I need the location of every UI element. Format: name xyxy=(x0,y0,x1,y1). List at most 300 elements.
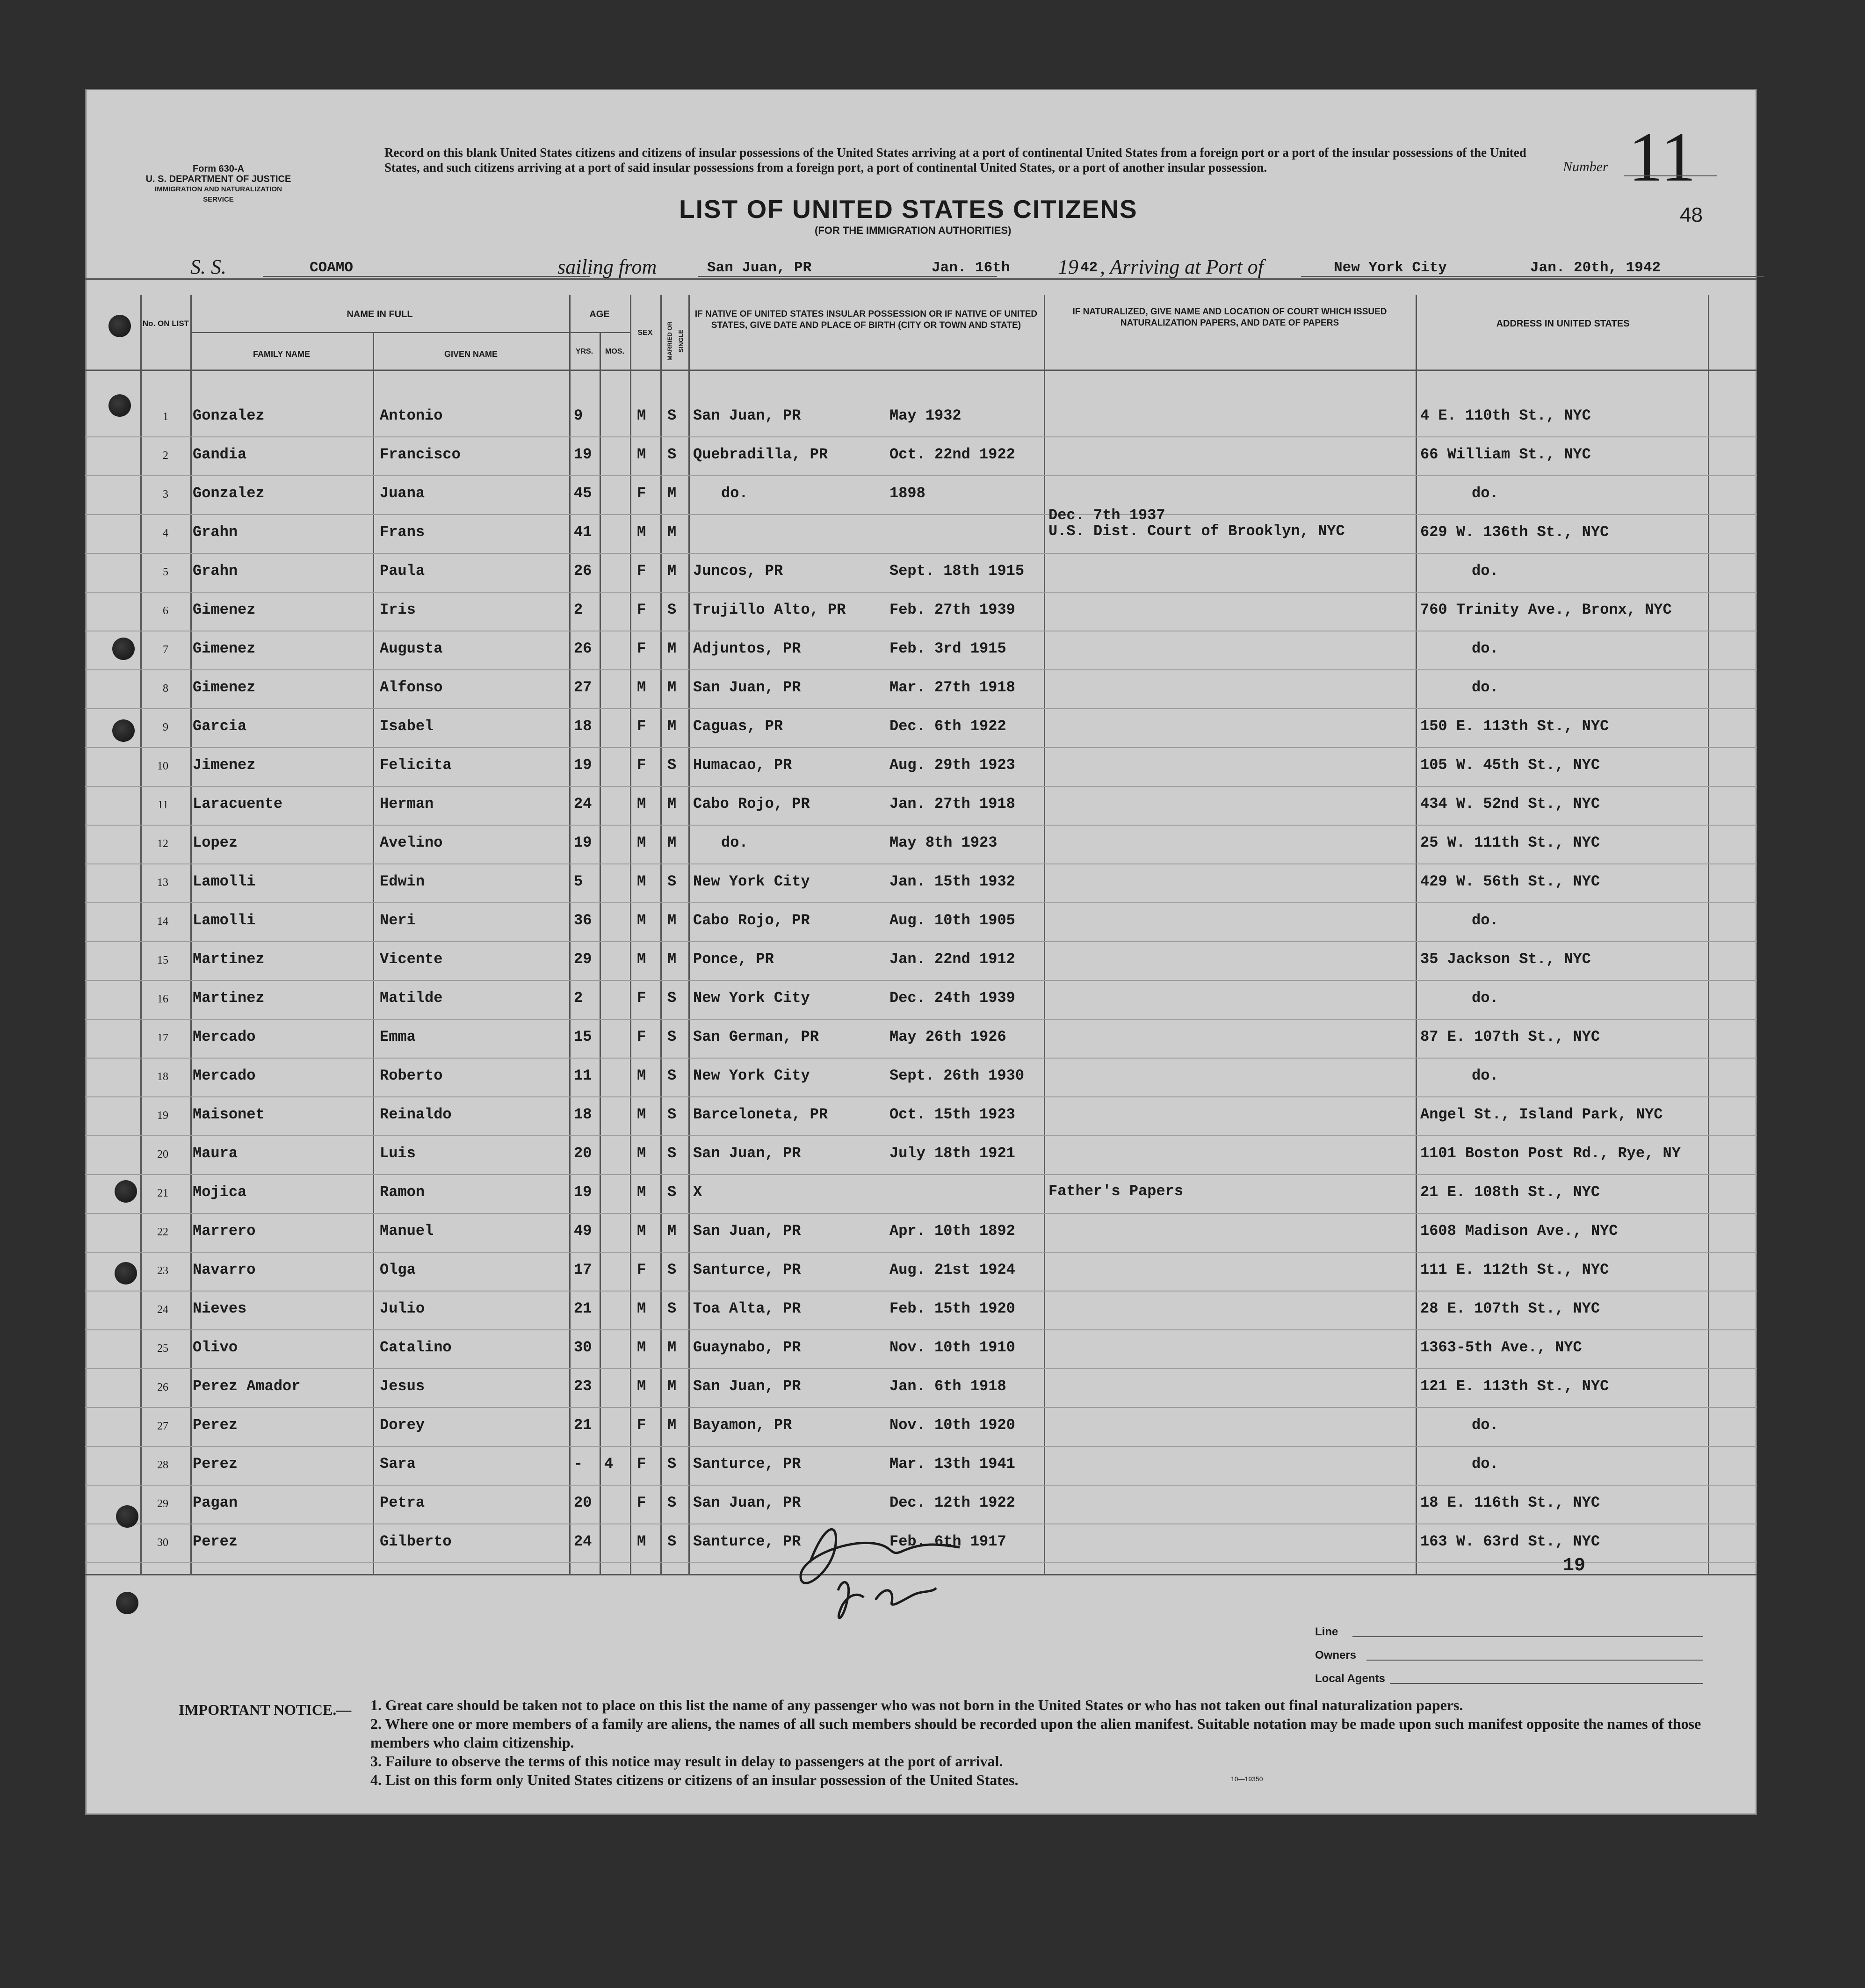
marital-status: M xyxy=(667,1378,677,1395)
marital-status: M xyxy=(667,1339,677,1356)
birth-date: Jan. 22nd 1912 xyxy=(889,950,1015,968)
birth-place: San Juan, PR xyxy=(693,679,801,696)
col-header-naturalized: IF NATURALIZED, GIVE NAME AND LOCATION OF COURT WHICH ISSUED NATURALIZATION PAPERS, AND DATE OF PAPERS xyxy=(1072,307,1387,328)
marital-status: S xyxy=(667,1494,677,1511)
punch-hole xyxy=(116,1592,138,1614)
birth-place: Ponce, PR xyxy=(693,950,774,968)
page-number: 48 xyxy=(1680,203,1703,226)
birth-place: Cabo Rojo, PR xyxy=(693,912,810,929)
birth-date: Oct. 22nd 1922 xyxy=(889,446,1015,463)
given-name: Luis xyxy=(380,1145,416,1162)
instructions: Record on this blank United States citizens and citizens of insular possessions of the United States arriving at a port of continental United States from a foreign port or a port of the insular possessions of the United States, and such citizens arriving at a port of said insular possessions from a foreign port, a port of continental United States, or a port of another insular possession. xyxy=(384,145,1526,174)
birth-date: Feb. 27th 1939 xyxy=(889,601,1015,618)
sex: M xyxy=(637,446,646,463)
us-address: 4 E. 110th St., NYC xyxy=(1420,407,1591,424)
marital-status: S xyxy=(667,446,677,463)
us-address: 434 W. 52nd St., NYC xyxy=(1420,795,1600,813)
us-address: Angel St., Island Park, NYC xyxy=(1420,1106,1663,1123)
birth-date: Jan. 6th 1918 xyxy=(889,1378,1006,1395)
row-rule xyxy=(85,708,1757,709)
given-name: Antonio xyxy=(380,407,443,424)
marital-status: S xyxy=(667,1533,677,1550)
birth-date: Aug. 10th 1905 xyxy=(889,912,1015,929)
family-name: Marrero xyxy=(193,1222,256,1240)
sex: M xyxy=(637,1145,646,1162)
marital-status: S xyxy=(667,1455,677,1473)
birth-place: Santurce, PR xyxy=(693,1455,801,1473)
row-rule xyxy=(85,941,1757,942)
row-rule xyxy=(85,863,1757,864)
birth-date: Feb. 3rd 1915 xyxy=(889,640,1006,657)
given-name: Gilberto xyxy=(380,1533,452,1550)
notice-item-4: 4. List on this form only United States citizens or citizens of an insular possession of the United States. xyxy=(370,1771,1019,1788)
row-number: 11 xyxy=(157,799,168,811)
family-name: Perez Amador xyxy=(193,1378,301,1395)
birth-place: New York City xyxy=(693,873,810,890)
given-name: Manuel xyxy=(380,1222,434,1240)
family-name: Maura xyxy=(193,1145,238,1162)
sex: M xyxy=(637,407,646,424)
row-number: 9 xyxy=(163,721,168,733)
birth-date: Nov. 10th 1910 xyxy=(889,1339,1015,1356)
age-years: 41 xyxy=(574,523,592,541)
us-address: 1101 Boston Post Rd., Rye, NY xyxy=(1420,1145,1681,1162)
us-address: 760 Trinity Ave., Bronx, NYC xyxy=(1420,601,1672,618)
marital-status: S xyxy=(667,1261,677,1278)
sex: F xyxy=(637,1455,646,1473)
row-number: 4 xyxy=(163,527,168,539)
birth-place: San Juan, PR xyxy=(693,1145,801,1162)
us-address: 150 E. 113th St., NYC xyxy=(1420,718,1609,735)
sex: M xyxy=(637,1378,646,1395)
row-rule xyxy=(85,1368,1757,1369)
marital-status: M xyxy=(667,1416,677,1434)
service: IMMIGRATION AND NATURALIZATION SERVICE xyxy=(155,185,282,203)
col-divider-address xyxy=(1416,295,1417,1574)
row-number: 22 xyxy=(157,1226,168,1238)
us-address: do. xyxy=(1472,485,1499,502)
row-number: 12 xyxy=(157,838,168,850)
notice-list xyxy=(370,1696,1708,1789)
given-name: Vicente xyxy=(380,950,443,968)
marital-status: S xyxy=(667,873,677,890)
age-years: 26 xyxy=(574,640,592,657)
age-years: 19 xyxy=(574,1183,592,1201)
given-name: Augusta xyxy=(380,640,443,657)
birth-date: May 8th 1923 xyxy=(889,834,998,851)
sailing-label: sailing from xyxy=(557,255,657,278)
row-rule xyxy=(85,980,1757,981)
birth-place: Barceloneta, PR xyxy=(693,1106,828,1123)
punch-hole xyxy=(108,315,131,337)
given-name: Juana xyxy=(380,485,425,502)
birth-date: Sept. 26th 1930 xyxy=(889,1067,1025,1084)
age-years: 21 xyxy=(574,1300,592,1317)
age-years: - xyxy=(574,1455,583,1473)
birth-date: May 26th 1926 xyxy=(889,1028,1006,1045)
signature-mark xyxy=(782,1506,1044,1637)
birth-place: Guaynabo, PR xyxy=(693,1339,801,1356)
marital-status: M xyxy=(667,912,677,929)
sex: M xyxy=(637,1106,646,1123)
sex: F xyxy=(637,601,646,618)
punch-hole xyxy=(116,1505,138,1528)
print-code: 10—19350 xyxy=(1231,1775,1263,1783)
col-divider-naturalized xyxy=(1044,295,1045,1574)
sex: M xyxy=(637,1183,646,1201)
family-name: Martinez xyxy=(193,989,265,1007)
row-rule xyxy=(85,1485,1757,1486)
row-number: 6 xyxy=(163,605,168,617)
marital-status: M xyxy=(667,795,677,813)
given-name: Dorey xyxy=(380,1416,425,1434)
row-number: 26 xyxy=(157,1381,168,1393)
col-header-address: ADDRESS IN UNITED STATES xyxy=(1496,319,1630,329)
sex: M xyxy=(637,679,646,696)
sex: M xyxy=(637,912,646,929)
naturalization: Dec. 7th 1937 U.S. Dist. Court of Brooklyn, NYC xyxy=(1048,507,1345,540)
marital-status: S xyxy=(667,1300,677,1317)
number-value: 11 xyxy=(1628,118,1696,196)
us-address: 1363-5th Ave., NYC xyxy=(1420,1339,1582,1356)
col-divider-right xyxy=(1708,295,1709,1574)
age-years: 18 xyxy=(574,718,592,735)
row-number: 13 xyxy=(157,877,168,889)
sex: M xyxy=(637,950,646,968)
agents-label: Local Agents xyxy=(1315,1672,1385,1685)
notice-item-3: 3. Failure to observe the terms of this notice may result in delay to passengers at the port of arrival. xyxy=(370,1753,1003,1770)
birth-place: San Juan, PR xyxy=(693,1494,801,1511)
birth-place: Trujillo Alto, PR xyxy=(693,601,846,618)
given-name: Francisco xyxy=(380,446,461,463)
birth-place: New York City xyxy=(693,1067,810,1084)
given-name: Reinaldo xyxy=(380,1106,452,1123)
form-id-block xyxy=(141,164,296,205)
given-name: Felicita xyxy=(380,756,452,774)
marital-status: M xyxy=(667,640,677,657)
us-address: 111 E. 112th St., NYC xyxy=(1420,1261,1609,1278)
birth-place: do. xyxy=(721,485,748,502)
year-suffix: 42 xyxy=(1080,260,1098,276)
col-divider-married xyxy=(660,295,662,1574)
row-number: 29 xyxy=(157,1498,168,1510)
birth-date: Dec. 24th 1939 xyxy=(889,989,1015,1007)
given-name: Herman xyxy=(380,795,434,813)
given-name: Avelino xyxy=(380,834,443,851)
sex: M xyxy=(637,795,646,813)
sex: F xyxy=(637,1416,646,1434)
notice-item-1: 1. Great care should be taken not to place on this list the name of any passenger who was not born in the United States or who has not taken out final naturalization papers. xyxy=(370,1697,1463,1713)
row-number: 8 xyxy=(163,682,168,695)
age-years: 2 xyxy=(574,989,583,1007)
birth-date: Mar. 27th 1918 xyxy=(889,679,1015,696)
row-number: 25 xyxy=(157,1342,168,1355)
row-rule xyxy=(85,1252,1757,1253)
family-name: Gandia xyxy=(193,446,247,463)
family-name: Gimenez xyxy=(193,601,256,618)
given-name: Olga xyxy=(380,1261,416,1278)
family-name: Lamolli xyxy=(193,873,256,890)
family-name: Gimenez xyxy=(193,640,256,657)
given-name: Ramon xyxy=(380,1183,425,1201)
row-number: 20 xyxy=(157,1148,168,1161)
line-label: Line xyxy=(1315,1625,1338,1638)
family-name: Lopez xyxy=(193,834,238,851)
age-years: 29 xyxy=(574,950,592,968)
given-name: Paula xyxy=(380,562,425,580)
number-underline xyxy=(1624,175,1717,176)
sex: F xyxy=(637,989,646,1007)
age-years: 2 xyxy=(574,601,583,618)
row-rule xyxy=(85,553,1757,554)
marital-status: M xyxy=(667,523,677,541)
marital-status: S xyxy=(667,407,677,424)
department: U. S. DEPARTMENT OF JUSTICE xyxy=(145,174,291,184)
sex: F xyxy=(637,1028,646,1045)
row-number: 19 xyxy=(157,1110,168,1122)
family-name: Laracuente xyxy=(193,795,283,813)
marital-status: M xyxy=(667,718,677,735)
row-number: 2 xyxy=(163,450,168,462)
col-divider-age xyxy=(569,295,571,1574)
us-address: 429 W. 56th St., NYC xyxy=(1420,873,1600,890)
row-number: 14 xyxy=(157,915,168,928)
sex: M xyxy=(637,834,646,851)
birth-date: Dec. 12th 1922 xyxy=(889,1494,1015,1511)
marital-status: M xyxy=(667,950,677,968)
row-number: 17 xyxy=(157,1032,168,1044)
marital-status: M xyxy=(667,485,677,502)
row-number: 27 xyxy=(157,1420,168,1432)
number-label: Number xyxy=(1563,159,1608,174)
family-name: Navarro xyxy=(193,1261,256,1278)
sex: F xyxy=(637,485,646,502)
marital-status: S xyxy=(667,989,677,1007)
line-underline xyxy=(1352,1636,1703,1637)
col-header-no: No. ON LIST xyxy=(142,319,189,328)
us-address: do. xyxy=(1472,1067,1499,1084)
sex: F xyxy=(637,718,646,735)
birth-date: Feb. 6th 1917 xyxy=(889,1533,1006,1550)
birth-date: Jan. 27th 1918 xyxy=(889,795,1015,813)
row-number: 1 xyxy=(163,411,168,423)
row-number: 18 xyxy=(157,1071,168,1083)
row-rule xyxy=(85,1135,1757,1136)
row-number: 10 xyxy=(157,760,168,772)
row-number: 21 xyxy=(157,1187,168,1199)
marital-status: M xyxy=(667,834,677,851)
birth-date: Aug. 29th 1923 xyxy=(889,756,1015,774)
birth-date: Nov. 10th 1920 xyxy=(889,1416,1015,1434)
arriving-label: , Arriving at Port of xyxy=(1100,255,1264,278)
owners-underline xyxy=(1366,1660,1703,1661)
col-header-yrs: YRS. xyxy=(575,348,593,356)
us-address: 21 E. 108th St., NYC xyxy=(1420,1183,1600,1201)
birth-date: Jan. 15th 1932 xyxy=(889,873,1015,890)
birth-place: Cabo Rojo, PR xyxy=(693,795,810,813)
col-header-family: FAMILY NAME xyxy=(253,349,311,359)
birth-place: San Juan, PR xyxy=(693,1378,801,1395)
notice-item-2: 2. Where one or more members of a family are aliens, the names of all such members should be recorded upon the alien manifest. Suitable notation may be made upon such manifest opposite the names of those members who claim citizenship. xyxy=(370,1715,1701,1751)
row-rule xyxy=(85,1019,1757,1020)
manifest-page xyxy=(85,89,1757,1815)
age-months: 4 xyxy=(604,1455,614,1473)
row-rule xyxy=(85,1213,1757,1214)
sex: M xyxy=(637,523,646,541)
row-rule xyxy=(85,1096,1757,1097)
col-divider-sex xyxy=(630,295,631,1574)
arrival-port: New York City xyxy=(1334,260,1447,276)
col-divider-mos xyxy=(600,332,601,1574)
us-address: 629 W. 136th St., NYC xyxy=(1420,523,1609,541)
row-rule xyxy=(85,436,1757,437)
sail-date: Jan. 16th xyxy=(932,260,1010,276)
col-divider-given xyxy=(373,332,374,1574)
family-name: Jimenez xyxy=(193,756,256,774)
row-number: 24 xyxy=(157,1304,168,1316)
row-number: 23 xyxy=(157,1265,168,1277)
age-years: 15 xyxy=(574,1028,592,1045)
col-header-age: AGE xyxy=(589,309,610,319)
given-name: Frans xyxy=(380,523,425,541)
birth-place: San Juan, PR xyxy=(693,1222,801,1240)
age-years: 5 xyxy=(574,873,583,890)
given-name: Jesus xyxy=(380,1378,425,1395)
age-years: 49 xyxy=(574,1222,592,1240)
notice-label: IMPORTANT NOTICE.— xyxy=(179,1701,352,1718)
punch-hole xyxy=(112,719,135,742)
birth-date: July 18th 1921 xyxy=(889,1145,1015,1162)
col-header-birth: IF NATIVE OF UNITED STATES INSULAR POSSESSION OR IF NATIVE OF UNITED STATES, GIVE DATE AND PLACE OF BIRTH (CITY OR TOWN AND STATE) xyxy=(694,309,1038,330)
row-rule xyxy=(85,514,1757,515)
departure-underline xyxy=(698,276,997,277)
family-name: Lamolli xyxy=(193,912,256,929)
sex: F xyxy=(637,640,646,657)
marital-status: M xyxy=(667,562,677,580)
birth-place: do. xyxy=(721,834,748,851)
sex: M xyxy=(637,1067,646,1084)
arrival-underline xyxy=(1301,276,1764,277)
col-divider-family xyxy=(190,295,192,1574)
age-years: 27 xyxy=(574,679,592,696)
row-rule xyxy=(85,1329,1757,1330)
departure-port: San Juan, PR xyxy=(707,260,812,276)
family-name: Perez xyxy=(193,1416,238,1434)
given-name: Matilde xyxy=(380,989,443,1007)
us-address: 18 E. 116th St., NYC xyxy=(1420,1494,1600,1511)
us-address: do. xyxy=(1472,912,1499,929)
us-address: do. xyxy=(1472,989,1499,1007)
sex: F xyxy=(637,1494,646,1511)
row-rule xyxy=(85,902,1757,903)
age-years: 17 xyxy=(574,1261,592,1278)
marital-status: S xyxy=(667,1183,677,1201)
age-years: 18 xyxy=(574,1106,592,1123)
birth-place: Quebradilla, PR xyxy=(693,446,828,463)
us-address: do. xyxy=(1472,562,1499,580)
us-address: do. xyxy=(1472,640,1499,657)
agents-underline xyxy=(1390,1683,1703,1684)
age-years: 19 xyxy=(574,446,592,463)
given-name: Roberto xyxy=(380,1067,443,1084)
age-years: 19 xyxy=(574,756,592,774)
punch-hole xyxy=(115,1180,137,1203)
punch-hole xyxy=(108,394,131,417)
total-count: 19 xyxy=(1563,1555,1586,1576)
age-years: 9 xyxy=(574,407,583,424)
row-number: 5 xyxy=(163,566,168,578)
row-number: 28 xyxy=(157,1459,168,1471)
family-name: Pagan xyxy=(193,1494,238,1511)
age-years: 20 xyxy=(574,1494,592,1511)
birth-date: Mar. 13th 1941 xyxy=(889,1455,1015,1473)
sex: F xyxy=(637,1261,646,1278)
us-address: do. xyxy=(1472,679,1499,696)
row-rule xyxy=(85,592,1757,593)
family-name: Maisonet xyxy=(193,1106,265,1123)
ship-name: COAMO xyxy=(310,260,354,276)
ship-underline xyxy=(263,276,590,277)
age-years: 20 xyxy=(574,1145,592,1162)
birth-place: Toa Alta, PR xyxy=(693,1300,801,1317)
birth-date: Oct. 15th 1923 xyxy=(889,1106,1015,1123)
us-address: 66 William St., NYC xyxy=(1420,446,1591,463)
row-number: 3 xyxy=(163,488,168,501)
family-name: Mojica xyxy=(193,1183,247,1201)
age-years: 11 xyxy=(574,1067,592,1084)
row-rule xyxy=(85,669,1757,670)
age-years: 24 xyxy=(574,1533,592,1550)
sex: M xyxy=(637,873,646,890)
name-header-split xyxy=(190,332,630,333)
family-name: Nieves xyxy=(193,1300,247,1317)
header-bottom-rule xyxy=(85,370,1757,371)
birth-place: Caguas, PR xyxy=(693,718,783,735)
family-name: Mercado xyxy=(193,1028,256,1045)
age-years: 45 xyxy=(574,485,592,502)
given-name: Sara xyxy=(380,1455,416,1473)
page-title: LIST OF UNITED STATES CITIZENS xyxy=(679,195,1138,224)
given-name: Isabel xyxy=(380,718,434,735)
us-address: 163 W. 63rd St., NYC xyxy=(1420,1533,1600,1550)
family-name: Grahn xyxy=(193,523,238,541)
us-address: do. xyxy=(1472,1416,1499,1434)
marital-status: S xyxy=(667,1106,677,1123)
marital-status: S xyxy=(667,1028,677,1045)
row-rule xyxy=(85,475,1757,476)
sex: M xyxy=(637,1222,646,1240)
punch-hole xyxy=(115,1262,137,1284)
row-number: 30 xyxy=(157,1537,168,1549)
marital-status: M xyxy=(667,1222,677,1240)
family-name: Mercado xyxy=(193,1067,256,1084)
birth-date: May 1932 xyxy=(889,407,961,424)
row-rule xyxy=(85,1446,1757,1447)
birth-place: San German, PR xyxy=(693,1028,819,1045)
col-header-sex: SEX xyxy=(637,329,653,337)
age-years: 21 xyxy=(574,1416,592,1434)
family-name: Grahn xyxy=(193,562,238,580)
marital-status: S xyxy=(667,1067,677,1084)
age-years: 24 xyxy=(574,795,592,813)
marital-status: S xyxy=(667,1145,677,1162)
col-divider-birth xyxy=(688,295,690,1574)
age-years: 36 xyxy=(574,912,592,929)
birth-place: Santurce, PR xyxy=(693,1261,801,1278)
us-address: 25 W. 111th St., NYC xyxy=(1420,834,1600,851)
birth-place: X xyxy=(693,1183,702,1201)
col-header-name: NAME IN FULL xyxy=(347,309,413,319)
